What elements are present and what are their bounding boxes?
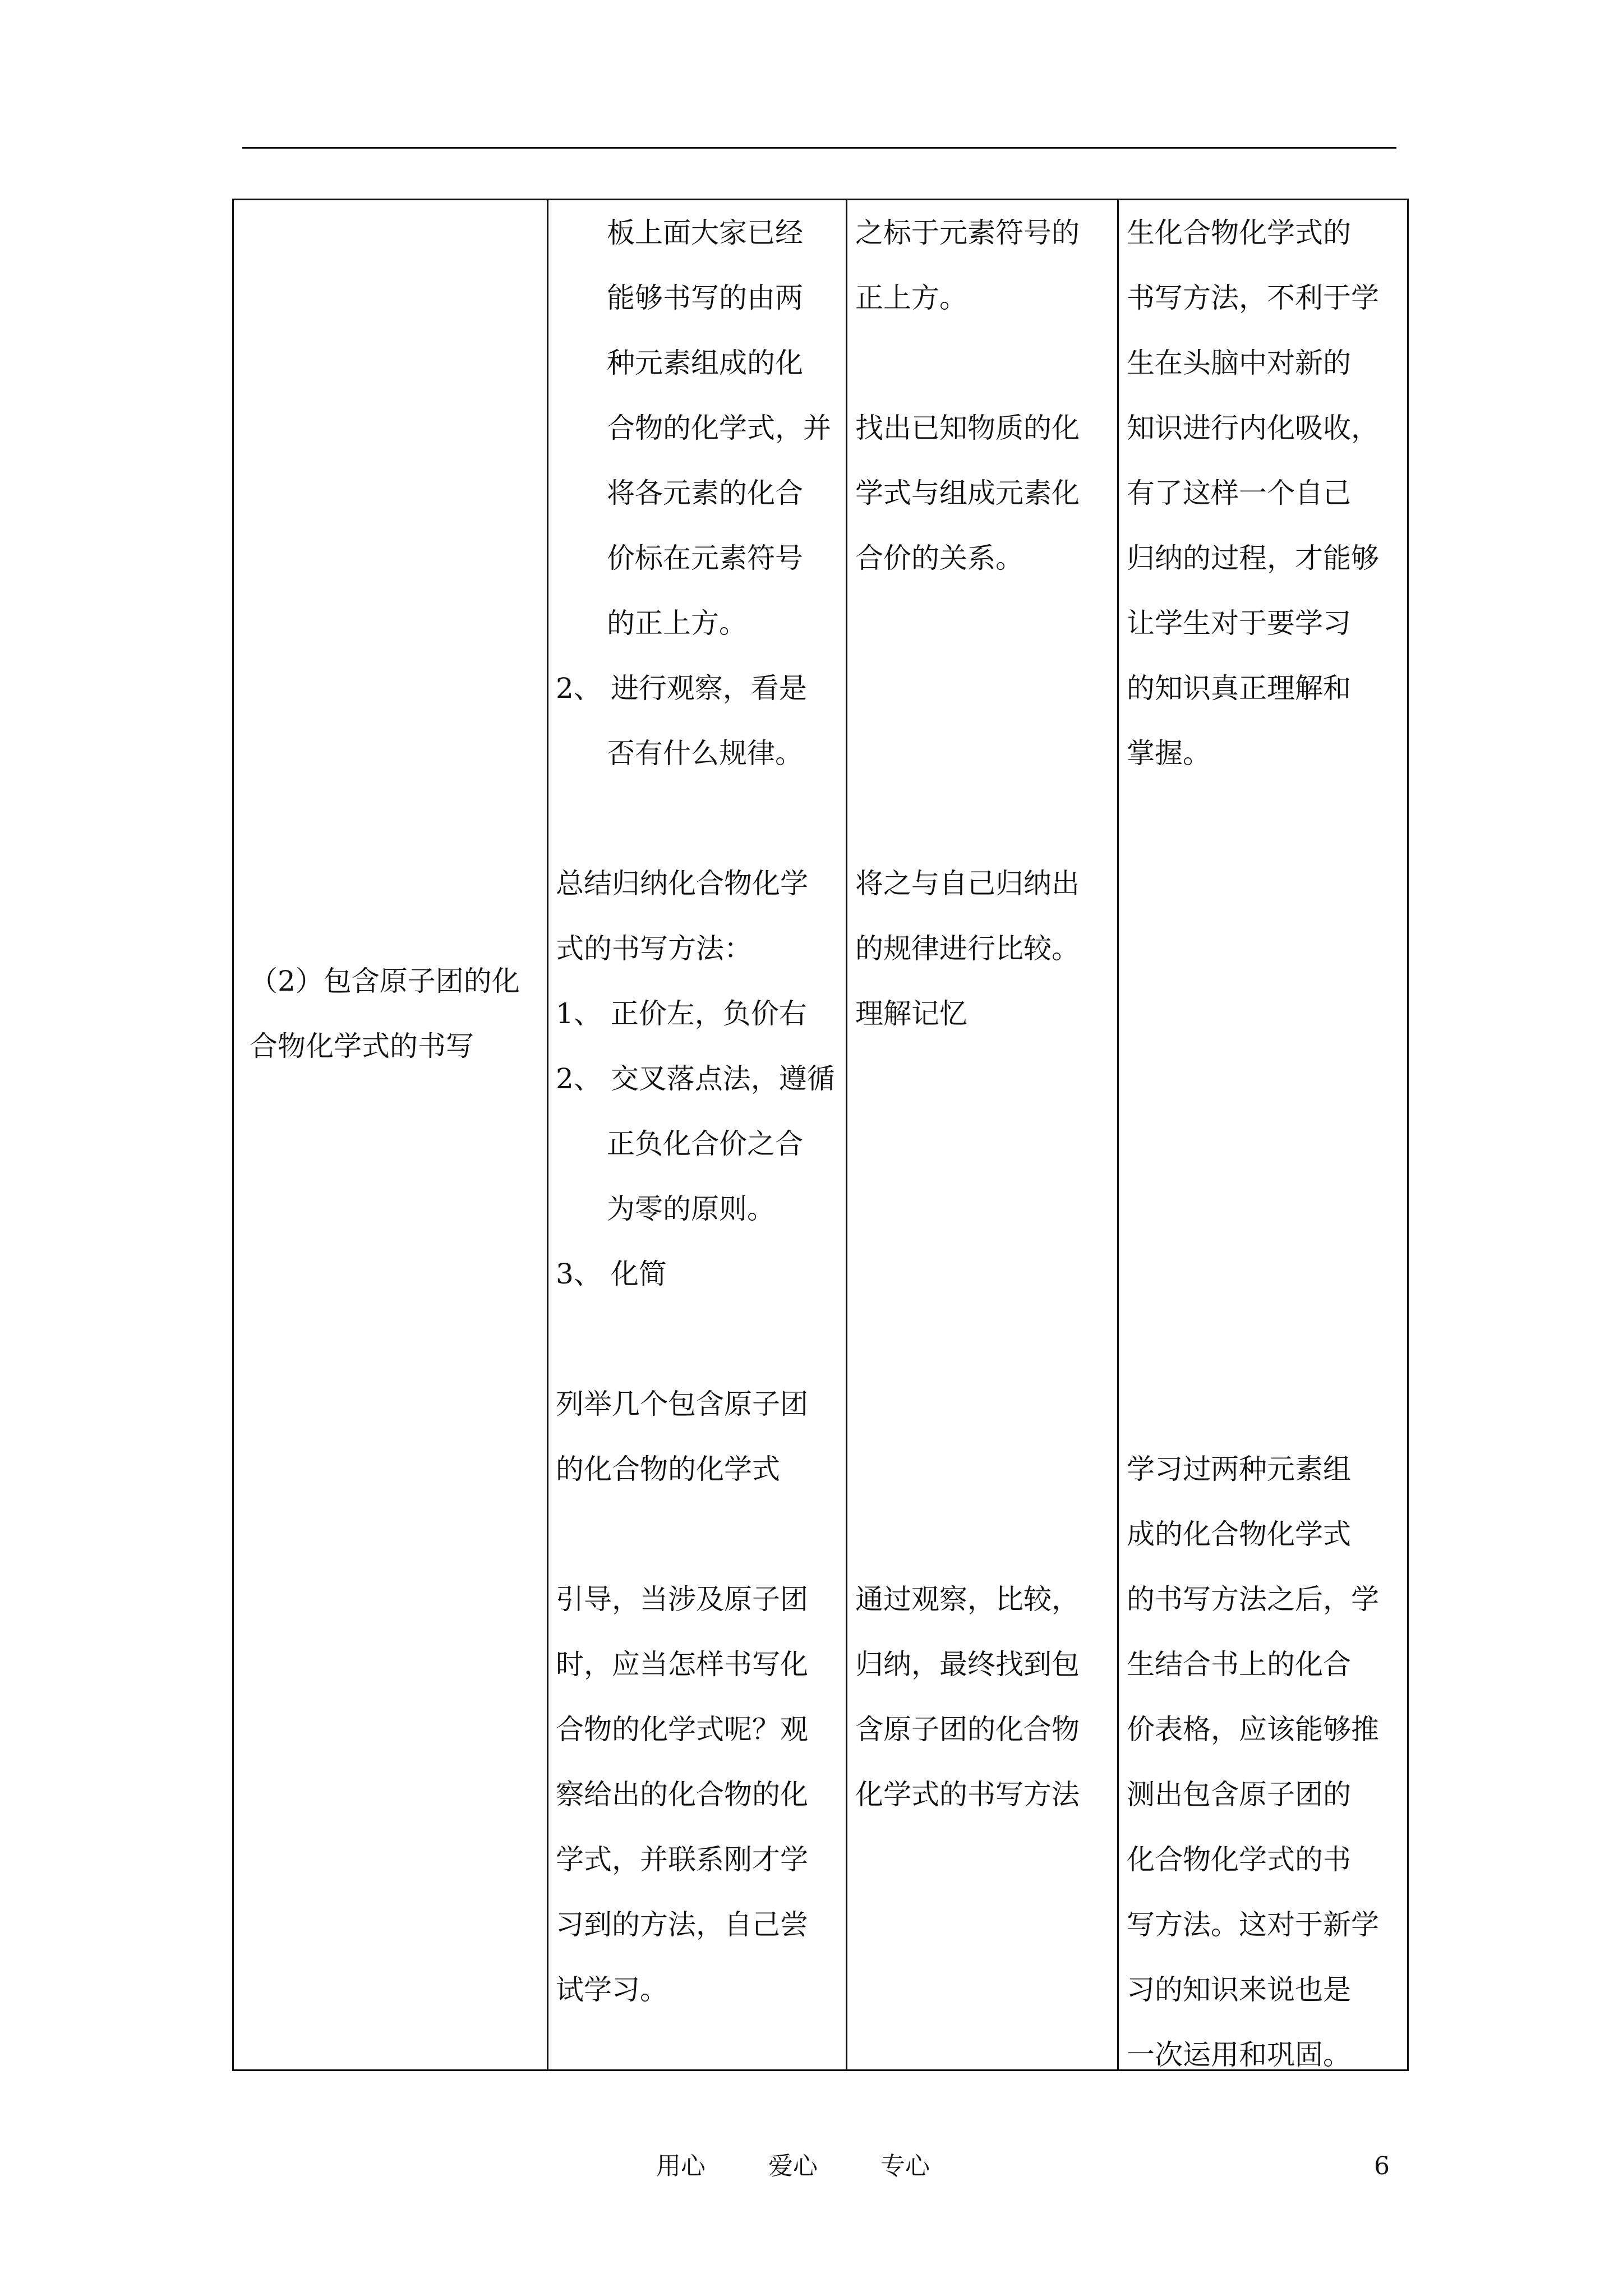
lesson-table [232,199,1409,2071]
teacher-activity-block: 正负化合价之合 为零的原则。 [607,1128,803,1225]
teacher-activity-block: 引导，当涉及原子团 时，应当怎样书写化 合物的化学式呢？观 察给出的化合物的化 学式，并联系刚才学 习到的方法，自己尝 试学习。 [556,1583,808,2006]
footer-motto: 爱心 [768,2152,818,2180]
teacher-activity-block: 3、 化简 [556,1258,667,1290]
design-intent-block: 学习过两种元素组 成的化合物化学式 的书写方法之后，学 生结合书上的化合 价表格，应该能够推 测出包含原子团的 化合物化学式的书 写方法。这对于新学 习的知识来说也是 一次运用和巩固。 [1127,1453,1379,2071]
footer-motto: 专心 [880,2152,930,2180]
teacher-activity-block: 列举几个包含原子团 的化合物的化学式 [556,1388,808,1485]
teacher-activity-block: 1、 正价左，负价右 2、 交叉落点法，遵循 [556,997,835,1095]
teacher-activity-block: 总结归纳化合物化学 式的书写方法： [556,867,808,965]
teacher-activity-block: 否有什么规律。 [607,737,803,770]
page-number: 6 [1374,2152,1390,2180]
section-title-cell: （2）包含原子团的化 合物化学式的书写 [250,965,520,1062]
design-intent-block: 生化合物化学式的 书写方法，不利于学 生在头脑中对新的 知识进行内化吸收， 有了这样一个自己 归纳的过程，才能够 让学生对于要学习 的知识真正理解和 掌握。 [1127,217,1379,770]
teacher-activity-block: 板上面大家已经 能够书写的由两 种元素组成的化 合物的化学式，并 将各元素的化合 价标在元素符号 的正上方。 [607,217,831,639]
student-activity-block: 之标于元素符号的 正上方。 [855,217,1080,314]
student-activity-block: 找出已知物质的化 学式与组成元素化 合价的关系。 [855,412,1080,574]
column-divider [846,200,847,2069]
student-activity-block: 通过观察，比较， 归纳，最终找到包 含原子团的化合物 化学式的书写方法 [855,1583,1080,1811]
teacher-activity-block: 2、 进行观察，看是 [556,672,807,705]
header-rule [242,147,1396,149]
footer-motto: 用心 [656,2152,706,2180]
column-divider [547,200,548,2069]
student-activity-block: 将之与自己归纳出 的规律进行比较。 理解记忆 [855,867,1080,1030]
column-divider [1117,200,1119,2069]
